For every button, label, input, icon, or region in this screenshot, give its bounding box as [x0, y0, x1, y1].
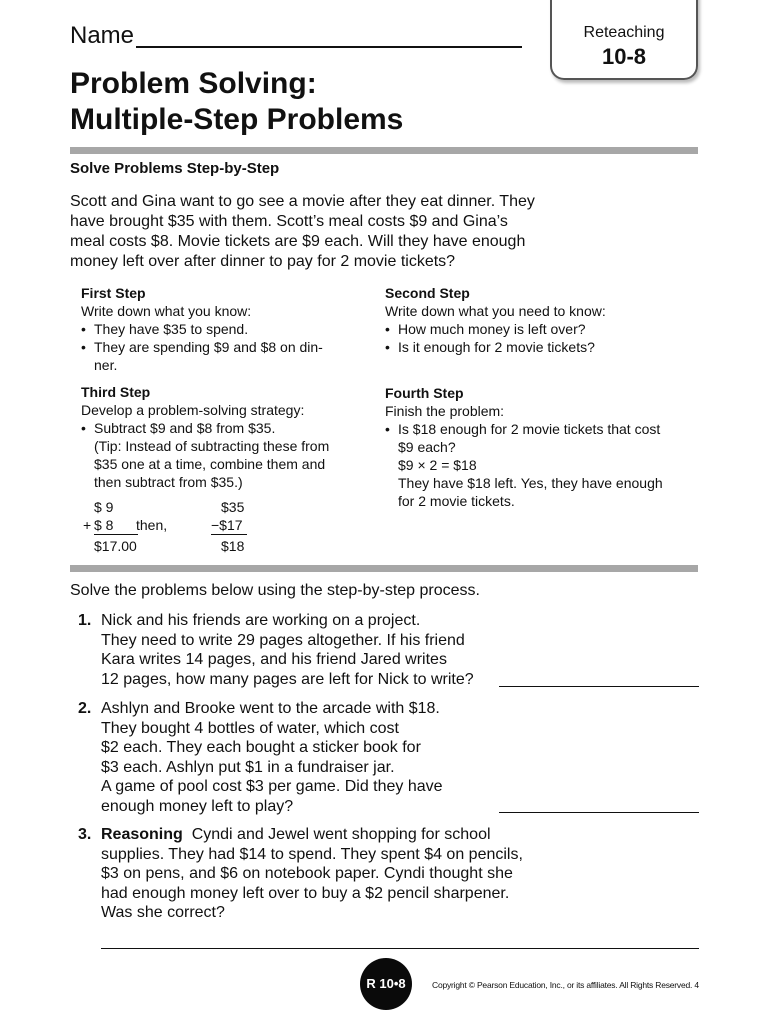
calc-sub-row-1: $35: [221, 499, 245, 515]
calc-then: then,: [136, 517, 168, 533]
intro-line: have brought $35 with them. Scott’s meal costs $9 and Gina’s: [70, 213, 508, 230]
step-title: Third Step: [81, 384, 151, 400]
calc-add-row-2: $ 8: [94, 516, 138, 535]
problem-line: Ashlyn and Brooke went to the arcade with $18.: [101, 700, 440, 717]
name-label: Name: [70, 22, 135, 49]
step-title: Second Step: [385, 285, 470, 301]
problem-3: [78, 825, 541, 923]
problem-line: $3 each. Ashlyn put $1 in a fundraiser jar.: [101, 758, 395, 776]
intro-line: meal costs $8. Movie tickets are $9 each. Will they have enough: [70, 233, 526, 250]
step-bullet: • How much money is left over?: [385, 320, 685, 338]
step-bullet: • They have $35 to spend.: [81, 320, 351, 338]
step-description: Finish the problem:: [385, 403, 505, 419]
third-step: [81, 383, 361, 491]
calc-add-result: $17.00: [94, 538, 137, 554]
problem-2: [78, 699, 541, 816]
page-title: [70, 66, 530, 138]
title-line-1: Problem Solving:: [70, 67, 317, 100]
answer-line-1[interactable]: [499, 686, 699, 687]
title-line-2: Multiple-Step Problems: [70, 103, 404, 136]
problem-number: 3.: [78, 826, 92, 843]
problem-line: $2 each. They each bought a sticker book for: [101, 739, 421, 756]
problem-line: supplies. They had $14 to spend. They spent $4 on pencils,: [101, 845, 523, 863]
section-heading: Solve Problems Step-by-Step: [70, 160, 280, 177]
problem-number: 1.: [78, 612, 92, 629]
second-step: [385, 284, 685, 356]
problem-line: They need to write 29 pages altogether. If his friend: [101, 631, 465, 649]
fourth-step: [385, 384, 695, 510]
reteaching-tab: [550, 0, 698, 80]
answer-line-3[interactable]: [101, 948, 699, 949]
solve-instructions: Solve the problems below using the step-by-step process.: [70, 582, 480, 599]
divider-bar-top: [70, 147, 698, 154]
calc-sub-row-2: −$17: [211, 516, 247, 535]
tab-lesson-number: 10-8: [601, 44, 647, 69]
step-description: Develop a problem-solving strategy:: [81, 402, 305, 418]
problem-line: 12 pages, how many pages are left for Nick to write?: [101, 670, 474, 688]
equation: $9 × 2 = $18: [398, 457, 477, 473]
page-badge: R 10•8: [360, 958, 412, 1010]
step-title: Fourth Step: [385, 385, 464, 401]
copyright-text: Copyright © Pearson Education, Inc., or its affiliates. All Rights Reserved. 4: [432, 980, 699, 990]
tip-text: (Tip: Instead of subtracting these from $35 one at a time, combine them and then subtract from $35.): [94, 438, 330, 490]
problem-number: 2.: [78, 700, 92, 717]
problem-line: They bought 4 bottles of water, which cost: [101, 719, 399, 737]
calc-add-row-1: $ 9: [94, 499, 114, 515]
calc-sub-result: $18: [221, 538, 245, 554]
problem-line: had enough money left over to buy a $2 pencil sharpener.: [101, 884, 510, 902]
problem-line: $3 on pens, and $6 on notebook paper. Cyndi thought she: [101, 865, 513, 882]
name-write-line: [136, 46, 522, 48]
first-step: [81, 284, 351, 374]
intro-line: Scott and Gina want to go see a movie after they eat dinner. They: [70, 193, 535, 210]
step-bullet: • Is $18 enough for 2 movie tickets that cost $9 each?: [385, 420, 695, 456]
reasoning-label: Reasoning: [101, 826, 183, 843]
step-bullet: • Is it enough for 2 movie tickets?: [385, 338, 685, 356]
tab-label: Reteaching: [583, 24, 665, 41]
problem-line: Was she correct?: [101, 904, 225, 921]
problem-line: A game of pool cost $3 per game. Did they have: [101, 778, 443, 795]
problem-line: Nick and his friends are working on a project.: [101, 612, 421, 629]
step-bullet: • They are spending $9 and $8 on din- ner.: [81, 338, 351, 374]
intro-paragraph: [70, 192, 560, 272]
step-description: Write down what you need to know:: [385, 303, 606, 319]
divider-bar-bottom: [70, 565, 698, 572]
problem-1: [78, 611, 541, 689]
result-text: They have $18 left. Yes, they have enough for 2 movie tickets.: [398, 475, 663, 509]
step-description: Write down what you know:: [81, 303, 252, 319]
calc-plus-sign: +: [83, 517, 92, 533]
step-title: First Step: [81, 285, 146, 301]
step-bullet: • Subtract $9 and $8 from $35.: [81, 419, 361, 437]
problem-line: enough money left to play?: [101, 797, 294, 815]
intro-line: money left over after dinner to pay for 2 movie tickets?: [70, 253, 456, 270]
problem-line: Reasoning Cyndi and Jewel went shopping for school: [101, 826, 491, 843]
answer-line-2[interactable]: [499, 812, 699, 813]
problem-line: Kara writes 14 pages, and his friend Jared writes: [101, 651, 447, 668]
